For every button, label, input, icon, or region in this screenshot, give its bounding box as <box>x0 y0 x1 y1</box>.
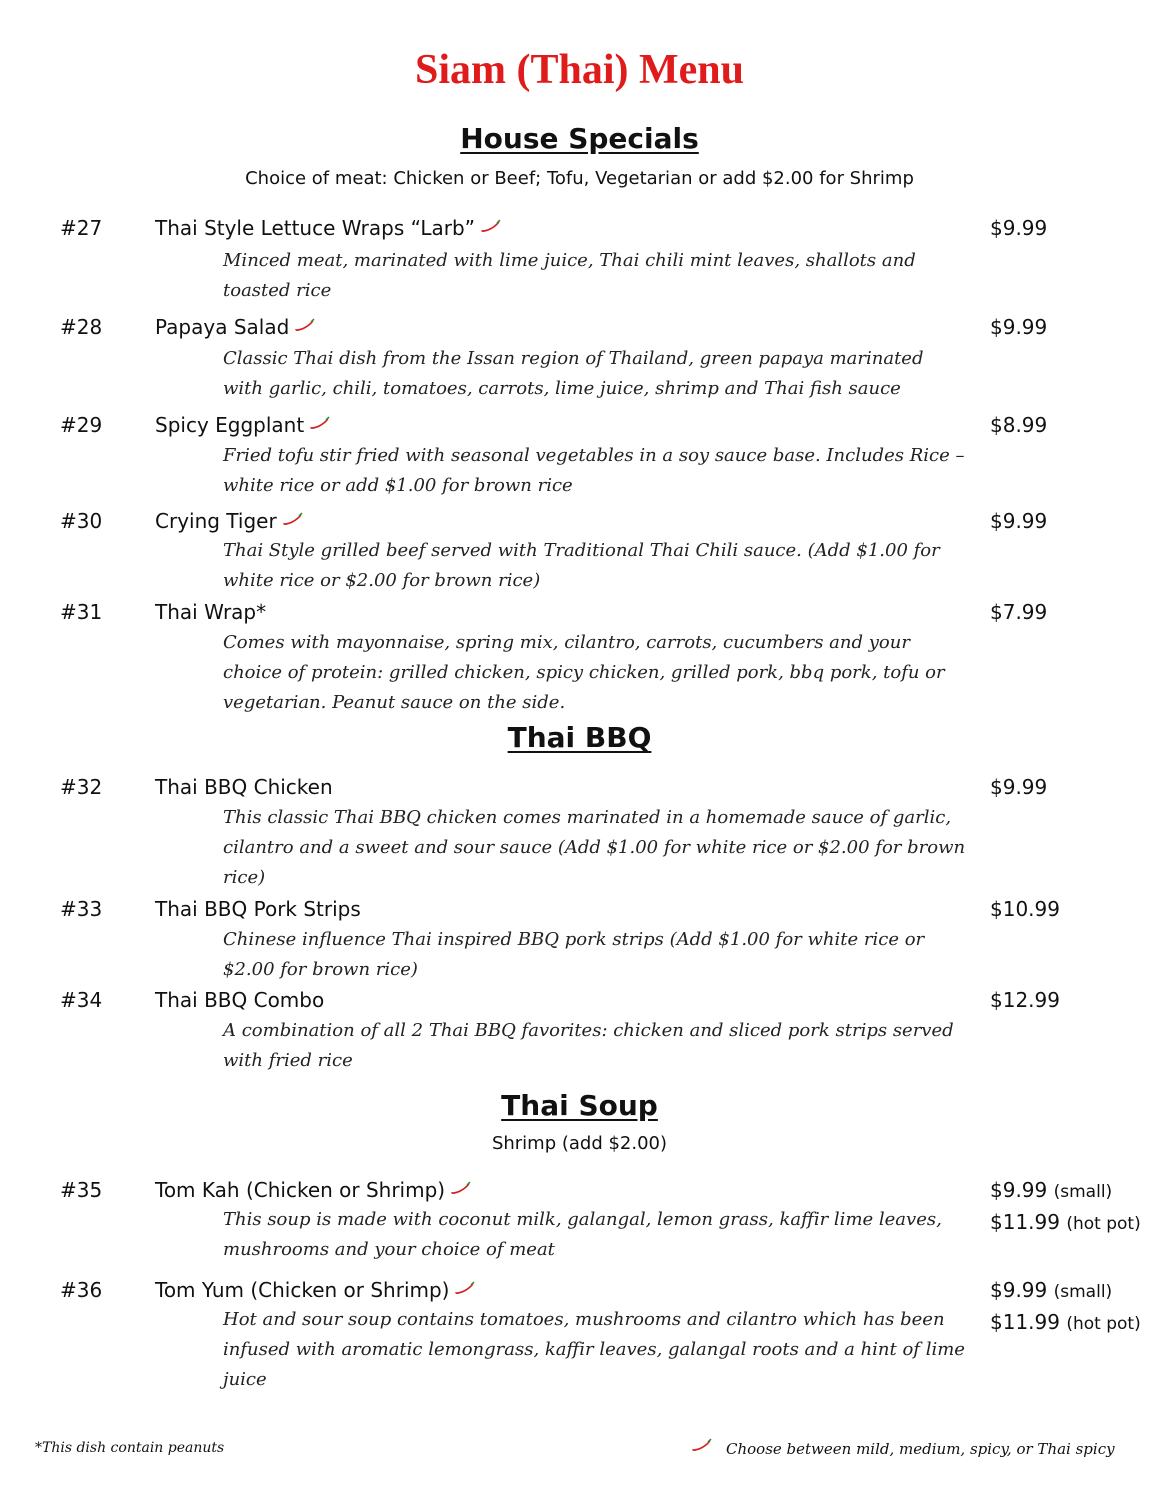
chili-pepper-icon <box>293 318 315 332</box>
item-price: $9.99 <box>990 509 1048 533</box>
item-name-wrapper <box>155 1278 475 1302</box>
item-price-small <box>990 1178 1112 1202</box>
item-number: #27 <box>60 216 103 240</box>
item-number: #36 <box>60 1278 103 1302</box>
item-number: #32 <box>60 775 103 799</box>
item-name: Thai Wrap* <box>155 600 267 624</box>
item-number: #34 <box>60 988 103 1012</box>
chili-pepper-icon <box>479 219 501 233</box>
item-number: #29 <box>60 413 103 437</box>
item-description: A combination of all 2 Thai BBQ favorites: chicken and sliced pork strips served with fried rice <box>223 1020 954 1071</box>
section-heading-thai-bbq: Thai BBQ <box>507 721 652 754</box>
item-description: Thai Style grilled beef served with Traditional Thai Chili sauce. (Add $1.00 for white rice or $2.00 for brown rice) <box>223 540 940 591</box>
item-description: Fried tofu stir fried with seasonal vegetables in a soy sauce base. Includes Rice – white rice or add $1.00 for brown rice <box>223 445 965 496</box>
price-value: $11.99 <box>990 1210 1060 1234</box>
price-size: (small) <box>1053 1182 1113 1202</box>
item-name: Spicy Eggplant <box>155 413 305 437</box>
item-price: $8.99 <box>990 413 1048 437</box>
item-description: This classic Thai BBQ chicken comes marinated in a homemade sauce of garlic, cilantro and a sweet and sour sauce (Add $1.00 for white rice or $2.00 for brown rice) <box>223 807 966 888</box>
item-name-wrapper <box>155 1178 471 1202</box>
peanut-note: *This dish contain peanuts <box>35 1440 225 1456</box>
chili-pepper-icon <box>308 416 330 430</box>
item-price: $12.99 <box>990 988 1060 1012</box>
item-number: #33 <box>60 897 103 921</box>
item-price-small <box>990 1278 1112 1302</box>
item-description: Hot and sour soup contains tomatoes, mushrooms and cilantro which has been infused with aromatic lemongrass, kaffir leaves, galangal roots and a hint of lime juice <box>223 1309 965 1390</box>
item-price: $7.99 <box>990 600 1048 624</box>
item-name: Crying Tiger <box>155 509 277 533</box>
item-name: Papaya Salad <box>155 315 290 339</box>
price-value: $9.99 <box>990 1278 1048 1302</box>
item-name: Thai Style Lettuce Wraps “Larb” <box>155 216 476 240</box>
item-description: This soup is made with coconut milk, galangal, lemon grass, kaffir lime leaves, mushrooms and your choice of meat <box>223 1209 942 1260</box>
item-name: Thai BBQ Pork Strips <box>155 897 361 921</box>
section-subheading-thai-soup: Shrimp (add $2.00) <box>491 1133 668 1154</box>
chili-pepper-icon <box>449 1181 471 1195</box>
item-description: Chinese influence Thai inspired BBQ pork strips (Add $1.00 for white rice or $2.00 for brown rice) <box>223 929 925 980</box>
item-number: #28 <box>60 315 103 339</box>
item-number: #30 <box>60 509 103 533</box>
item-price-hot-pot <box>990 1310 1141 1334</box>
item-name: Thai BBQ Chicken <box>155 775 333 799</box>
spicy-note: Choose between mild, medium, spicy, or Thai spicy <box>726 1440 1115 1458</box>
item-name-wrapper <box>155 509 303 533</box>
item-description: Comes with mayonnaise, spring mix, cilantro, carrots, cucumbers and your choice of protein: grilled chicken, spicy chicken, grilled pork, bbq pork, tofu or vegetarian. Peanut sauce on the side. <box>223 632 945 713</box>
price-size: (hot pot) <box>1066 1314 1141 1334</box>
item-name-wrapper <box>155 413 330 437</box>
item-price: $9.99 <box>990 216 1048 240</box>
section-heading-thai-soup: Thai Soup <box>501 1089 658 1122</box>
chili-pepper-icon <box>690 1438 712 1452</box>
chili-pepper-icon <box>281 512 303 526</box>
item-description: Minced meat, marinated with lime juice, Thai chili mint leaves, shallots and toasted rice <box>223 250 916 301</box>
section-heading-house-specials: House Specials <box>460 122 699 155</box>
item-price: $10.99 <box>990 897 1060 921</box>
item-name-wrapper <box>155 216 501 240</box>
spicy-legend <box>690 1438 1115 1458</box>
item-price-hot-pot <box>990 1210 1141 1234</box>
price-size: (hot pot) <box>1066 1214 1141 1234</box>
menu-title: Siam (Thai) Menu <box>414 47 745 93</box>
item-name: Thai BBQ Combo <box>155 988 325 1012</box>
price-size: (small) <box>1053 1282 1113 1302</box>
item-number: #31 <box>60 600 103 624</box>
price-value: $9.99 <box>990 1178 1048 1202</box>
item-price: $9.99 <box>990 775 1048 799</box>
item-price: $9.99 <box>990 315 1048 339</box>
price-value: $11.99 <box>990 1310 1060 1334</box>
section-subheading-house-specials: Choice of meat: Chicken or Beef; Tofu, Vegetarian or add $2.00 for Shrimp <box>245 168 914 189</box>
item-description: Classic Thai dish from the Issan region of Thailand, green papaya marinated with garlic, chili, tomatoes, carrots, lime juice, shrimp and Thai fish sauce <box>223 348 924 399</box>
item-name-wrapper <box>155 315 315 339</box>
item-name: Tom Kah (Chicken or Shrimp) <box>155 1178 446 1202</box>
chili-pepper-icon <box>453 1281 475 1295</box>
item-name: Tom Yum (Chicken or Shrimp) <box>155 1278 450 1302</box>
item-number: #35 <box>60 1178 103 1202</box>
